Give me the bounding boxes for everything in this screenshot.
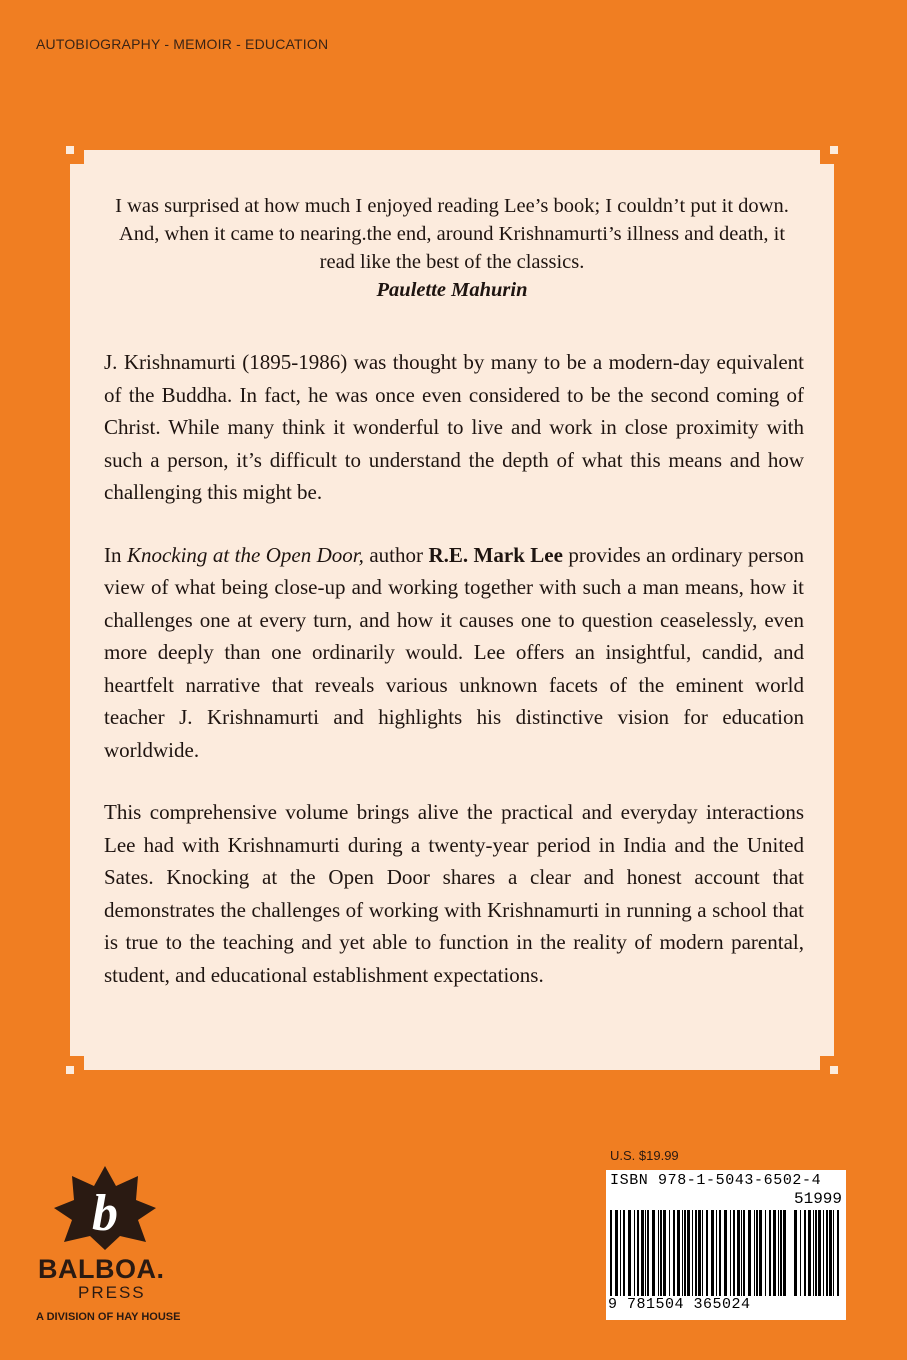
- corner-ornament: [62, 1056, 84, 1078]
- barcode-bar: [711, 1210, 714, 1296]
- barcode-bar: [634, 1210, 635, 1296]
- barcode-bar: [759, 1210, 762, 1296]
- description-paragraph: [104, 539, 804, 767]
- barcode-bar: [804, 1210, 806, 1296]
- corner-ornament: [820, 142, 842, 164]
- description-paragraph: J. Krishnamurti (1895-1986) was thought by many to be a modern-day equivalent of the Buddha. In fact, he was once even considered to be the second coming of Christ. While many think it wonderful to live and work in close proximity with such a person, it’s difficult to understand the depth of what this means and how challenging this might be.: [104, 350, 804, 504]
- barcode-bar: [813, 1210, 814, 1296]
- barcode-digits: 9 781504 365024: [608, 1296, 751, 1313]
- isbn-barcode: [606, 1170, 846, 1320]
- supplement-bars: [794, 1210, 842, 1296]
- barcode-bar: [783, 1210, 786, 1296]
- barcode-bar: [778, 1210, 779, 1296]
- barcode-bar: [702, 1210, 703, 1296]
- barcode-bar: [818, 1210, 821, 1296]
- ean-bars: [610, 1210, 788, 1296]
- barcode-bar: [669, 1210, 670, 1296]
- barcode-bar: [695, 1210, 697, 1296]
- barcode-bar: [724, 1210, 727, 1296]
- publisher-division: A DIVISION OF HAY HOUSE: [36, 1311, 181, 1323]
- barcode-bar: [610, 1210, 612, 1296]
- barcode-bar: [641, 1210, 644, 1296]
- isbn-text: ISBN 978-1-5043-6502-4: [610, 1172, 822, 1189]
- barcode-bar: [730, 1210, 731, 1296]
- author-name: R.E. Mark Lee: [428, 542, 563, 567]
- barcode-bar: [615, 1210, 618, 1296]
- book-description: [104, 346, 804, 1021]
- barcode-bar: [652, 1210, 655, 1296]
- price-label: U.S. $19.99: [610, 1148, 679, 1163]
- barcode-bar: [620, 1210, 621, 1296]
- price-supplement-code: 51999: [793, 1190, 842, 1208]
- corner-ornament: [820, 1056, 842, 1078]
- genre-category: AUTOBIOGRAPHY - MEMOIR - EDUCATION: [36, 36, 329, 52]
- barcode-bar: [698, 1210, 701, 1296]
- barcode-bar: [692, 1210, 693, 1296]
- barcode-bar: [673, 1210, 675, 1296]
- barcode-bar: [815, 1210, 817, 1296]
- review-quote: [110, 192, 794, 304]
- logo-letter: b: [92, 1185, 118, 1242]
- barcode-bar: [687, 1210, 690, 1296]
- description-paragraph: This comprehensive volume brings alive the practical and everyday interactions Lee had with Krishnamurti during a twenty-year period in India and the United Sates. Knocking at the Open Door shares a clear and honest account that demonstrates the challenges of working with Krishnamurti in running a school that is true to the teaching and yet able to function in the reality of modern parental, student, and educational establishment expectations.: [104, 800, 804, 987]
- barcode-bar: [663, 1210, 666, 1296]
- barcode-bar: [765, 1210, 766, 1296]
- barcode-bar: [780, 1210, 782, 1296]
- quote-line: And, when it came to nearing.the end, around Krishnamurti’s illness and death, it: [118, 223, 786, 245]
- publisher-logo: [36, 1164, 181, 1323]
- barcode-bar: [826, 1210, 828, 1296]
- book-title: Knocking at the Open Door,: [126, 542, 364, 567]
- barcode-bar: [800, 1210, 801, 1296]
- barcode-bar: [829, 1210, 832, 1296]
- barcode-bar: [794, 1210, 797, 1296]
- quote-attribution: Paulette Mahurin: [376, 279, 528, 301]
- barcode-bar: [837, 1210, 839, 1296]
- barcode-bar: [743, 1210, 745, 1296]
- description-panel: [70, 150, 834, 1070]
- barcode-bar: [833, 1210, 834, 1296]
- barcode-bar: [773, 1210, 776, 1296]
- barcode-bar: [769, 1210, 771, 1296]
- barcode-bar: [733, 1210, 735, 1296]
- barcode-bar: [719, 1210, 721, 1296]
- quote-line: I was surprised at how much I enjoyed reading Lee’s book; I couldn’t put it down.: [115, 195, 789, 217]
- paragraph-text: In: [104, 542, 127, 567]
- barcode-bar: [756, 1210, 758, 1296]
- barcode-bar: [637, 1210, 639, 1296]
- quote-line: read like the best of the classics.: [319, 251, 585, 273]
- barcode-bar: [677, 1210, 680, 1296]
- paragraph-text: provides an ordinary person view of what being close-up and working together with such a man means, how it challenges one at every turn, and how it causes one to question ceaselessly, even more deeply than one ordinarily would. Lee offers an insightful, candid, and heartfelt narrative that reveals various unknown facets of the eminent world teacher J. Krishnamurti and highlights his distinctive vision for education worldwide.: [104, 542, 804, 762]
- barcode-bar: [623, 1210, 625, 1296]
- barcode-bar: [706, 1210, 708, 1296]
- barcode-bar: [647, 1210, 649, 1296]
- barcode-bar: [684, 1210, 686, 1296]
- lotus-icon: [50, 1164, 160, 1250]
- barcode-bar: [808, 1210, 811, 1296]
- barcode-bar: [748, 1210, 751, 1296]
- barcode-bar: [823, 1210, 824, 1296]
- corner-ornament: [62, 142, 84, 164]
- barcode-bar: [682, 1210, 683, 1296]
- publisher-name: BALBOA.: [38, 1254, 165, 1284]
- paragraph-text: author: [363, 542, 429, 567]
- barcode-bar: [741, 1210, 742, 1296]
- barcode-bar: [628, 1210, 631, 1296]
- barcode-bar: [660, 1210, 662, 1296]
- barcode-bar: [737, 1210, 740, 1296]
- barcode-bar: [754, 1210, 755, 1296]
- barcode-bar: [716, 1210, 717, 1296]
- barcode-bar: [658, 1210, 659, 1296]
- publisher-press: PRESS: [78, 1283, 146, 1302]
- barcode-bar: [645, 1210, 646, 1296]
